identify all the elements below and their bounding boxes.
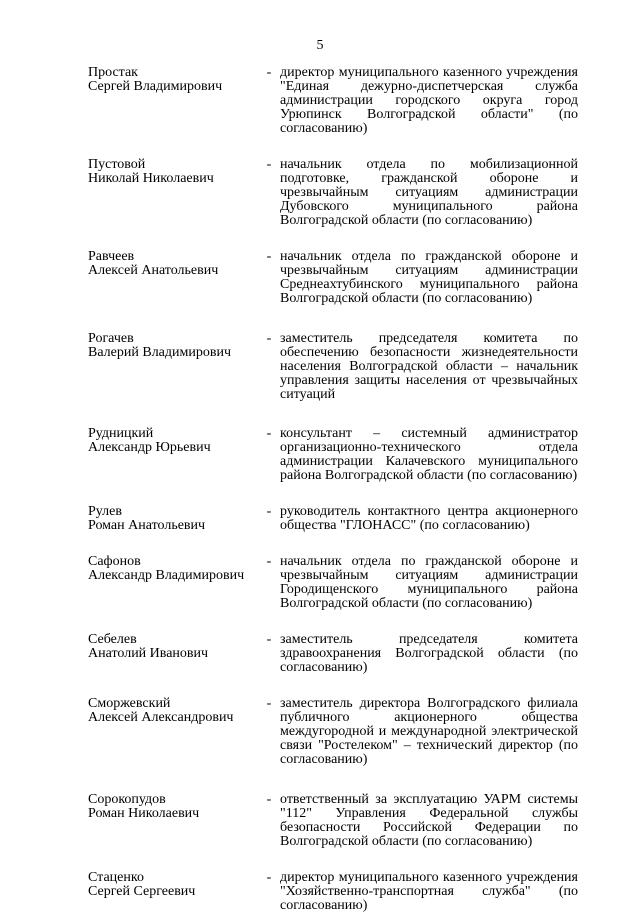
dash-separator: - [266, 632, 272, 647]
position-description: руководитель контактного центра акционерного общества "ГЛОНАСС" (по согласованию) [280, 504, 578, 533]
surname: Стаценко [88, 870, 144, 885]
dash-separator: - [266, 504, 272, 519]
list-item [88, 427, 578, 483]
given-names: Алексей Александрович [88, 710, 234, 725]
surname: Сафонов [88, 554, 141, 569]
position-description: начальник отдела по мобилизационной подготовке, гражданской обороне и чрезвычайным ситуациям администрации Дубовского муниципального района Волгоградской области (по согласованию) [280, 157, 578, 228]
position-description: начальник отдела по гражданской обороне и чрезвычайным ситуациям администрации Среднеахтубинского муниципального района Волгоградской области (по согласованию) [280, 249, 578, 306]
dash-separator: - [266, 870, 272, 885]
position-description: консультант – системный администратор организационно-технического отдела администрации Калачевского муниципального района Волгоградской области (по согласованию) [280, 426, 578, 483]
surname: Рулев [88, 504, 122, 519]
position-description: заместитель председателя комитета по обеспечению безопасности жизнедеятельности населения Волгоградской области – начальник управления защиты населения от чрезвычайных ситуаций [280, 331, 578, 402]
person-name [88, 793, 258, 821]
surname: Равчеев [88, 249, 135, 264]
list-item [88, 158, 578, 228]
list-item [88, 332, 578, 402]
surname: Рогачев [88, 331, 134, 346]
position-description: заместитель директора Волгоградского филиала публичного акционерного общества междугородной и международной электрической связи "Ростелеком" – технический директор (по согласованию) [280, 696, 578, 767]
members-list [88, 66, 578, 913]
dash-separator: - [266, 65, 272, 80]
person-name [88, 871, 258, 899]
given-names: Анатолий Иванович [88, 646, 209, 661]
person-name [88, 332, 258, 360]
position-description: ответственный за эксплуатацию УАРМ системы "112" Управления Федеральной службы безопасности Российской Федерации по Волгоградской области (по согласованию) [280, 792, 578, 849]
given-names: Роман Николаевич [88, 806, 200, 821]
surname: Простак [88, 65, 138, 80]
given-names: Сергей Сергеевич [88, 884, 196, 899]
surname: Сорокопудов [88, 792, 166, 807]
given-names: Валерий Владимирович [88, 345, 232, 360]
person-name [88, 250, 258, 278]
person-name [88, 505, 258, 533]
dash-separator: - [266, 157, 272, 172]
person-name [88, 555, 258, 583]
dash-separator: - [266, 554, 272, 569]
list-item [88, 871, 578, 913]
list-item [88, 505, 578, 533]
position-description: директор муниципального казенного учреждения "Единая дежурно-диспетчерская служба администрации городского округа город Урюпинск Волгоградской области" (по согласованию) [280, 65, 578, 136]
person-name [88, 66, 258, 94]
list-item [88, 697, 578, 767]
surname: Себелев [88, 632, 137, 647]
person-name [88, 427, 258, 455]
dash-separator: - [266, 331, 272, 346]
position-description: начальник отдела по гражданской обороне и чрезвычайным ситуациям администрации Городищенского муниципального района Волгоградской области (по согласованию) [280, 554, 578, 611]
given-names: Александр Юрьевич [88, 440, 211, 455]
given-names: Алексей Анатольевич [88, 263, 219, 278]
person-name [88, 697, 258, 725]
dash-separator: - [266, 249, 272, 264]
dash-separator: - [266, 426, 272, 441]
position-description: директор муниципального казенного учреждения "Хозяйственно-транспортная служба" (по согласованию) [280, 870, 578, 913]
dash-separator: - [266, 696, 272, 711]
list-item [88, 555, 578, 611]
given-names: Николай Николаевич [88, 171, 214, 186]
position-description: заместитель председателя комитета здравоохранения Волгоградской области (по согласованию) [280, 632, 578, 675]
list-item [88, 633, 578, 675]
given-names: Сергей Владимирович [88, 79, 223, 94]
dash-separator: - [266, 792, 272, 807]
list-item [88, 66, 578, 136]
surname: Рудницкий [88, 426, 154, 441]
list-item [88, 250, 578, 306]
surname: Пустовой [88, 157, 146, 172]
page-number: 5 [316, 38, 324, 53]
person-name [88, 158, 258, 186]
surname: Сморжевский [88, 696, 171, 711]
person-name [88, 633, 258, 661]
list-item [88, 793, 578, 849]
given-names: Александр Владимирович [88, 568, 245, 583]
given-names: Роман Анатольевич [88, 518, 206, 533]
